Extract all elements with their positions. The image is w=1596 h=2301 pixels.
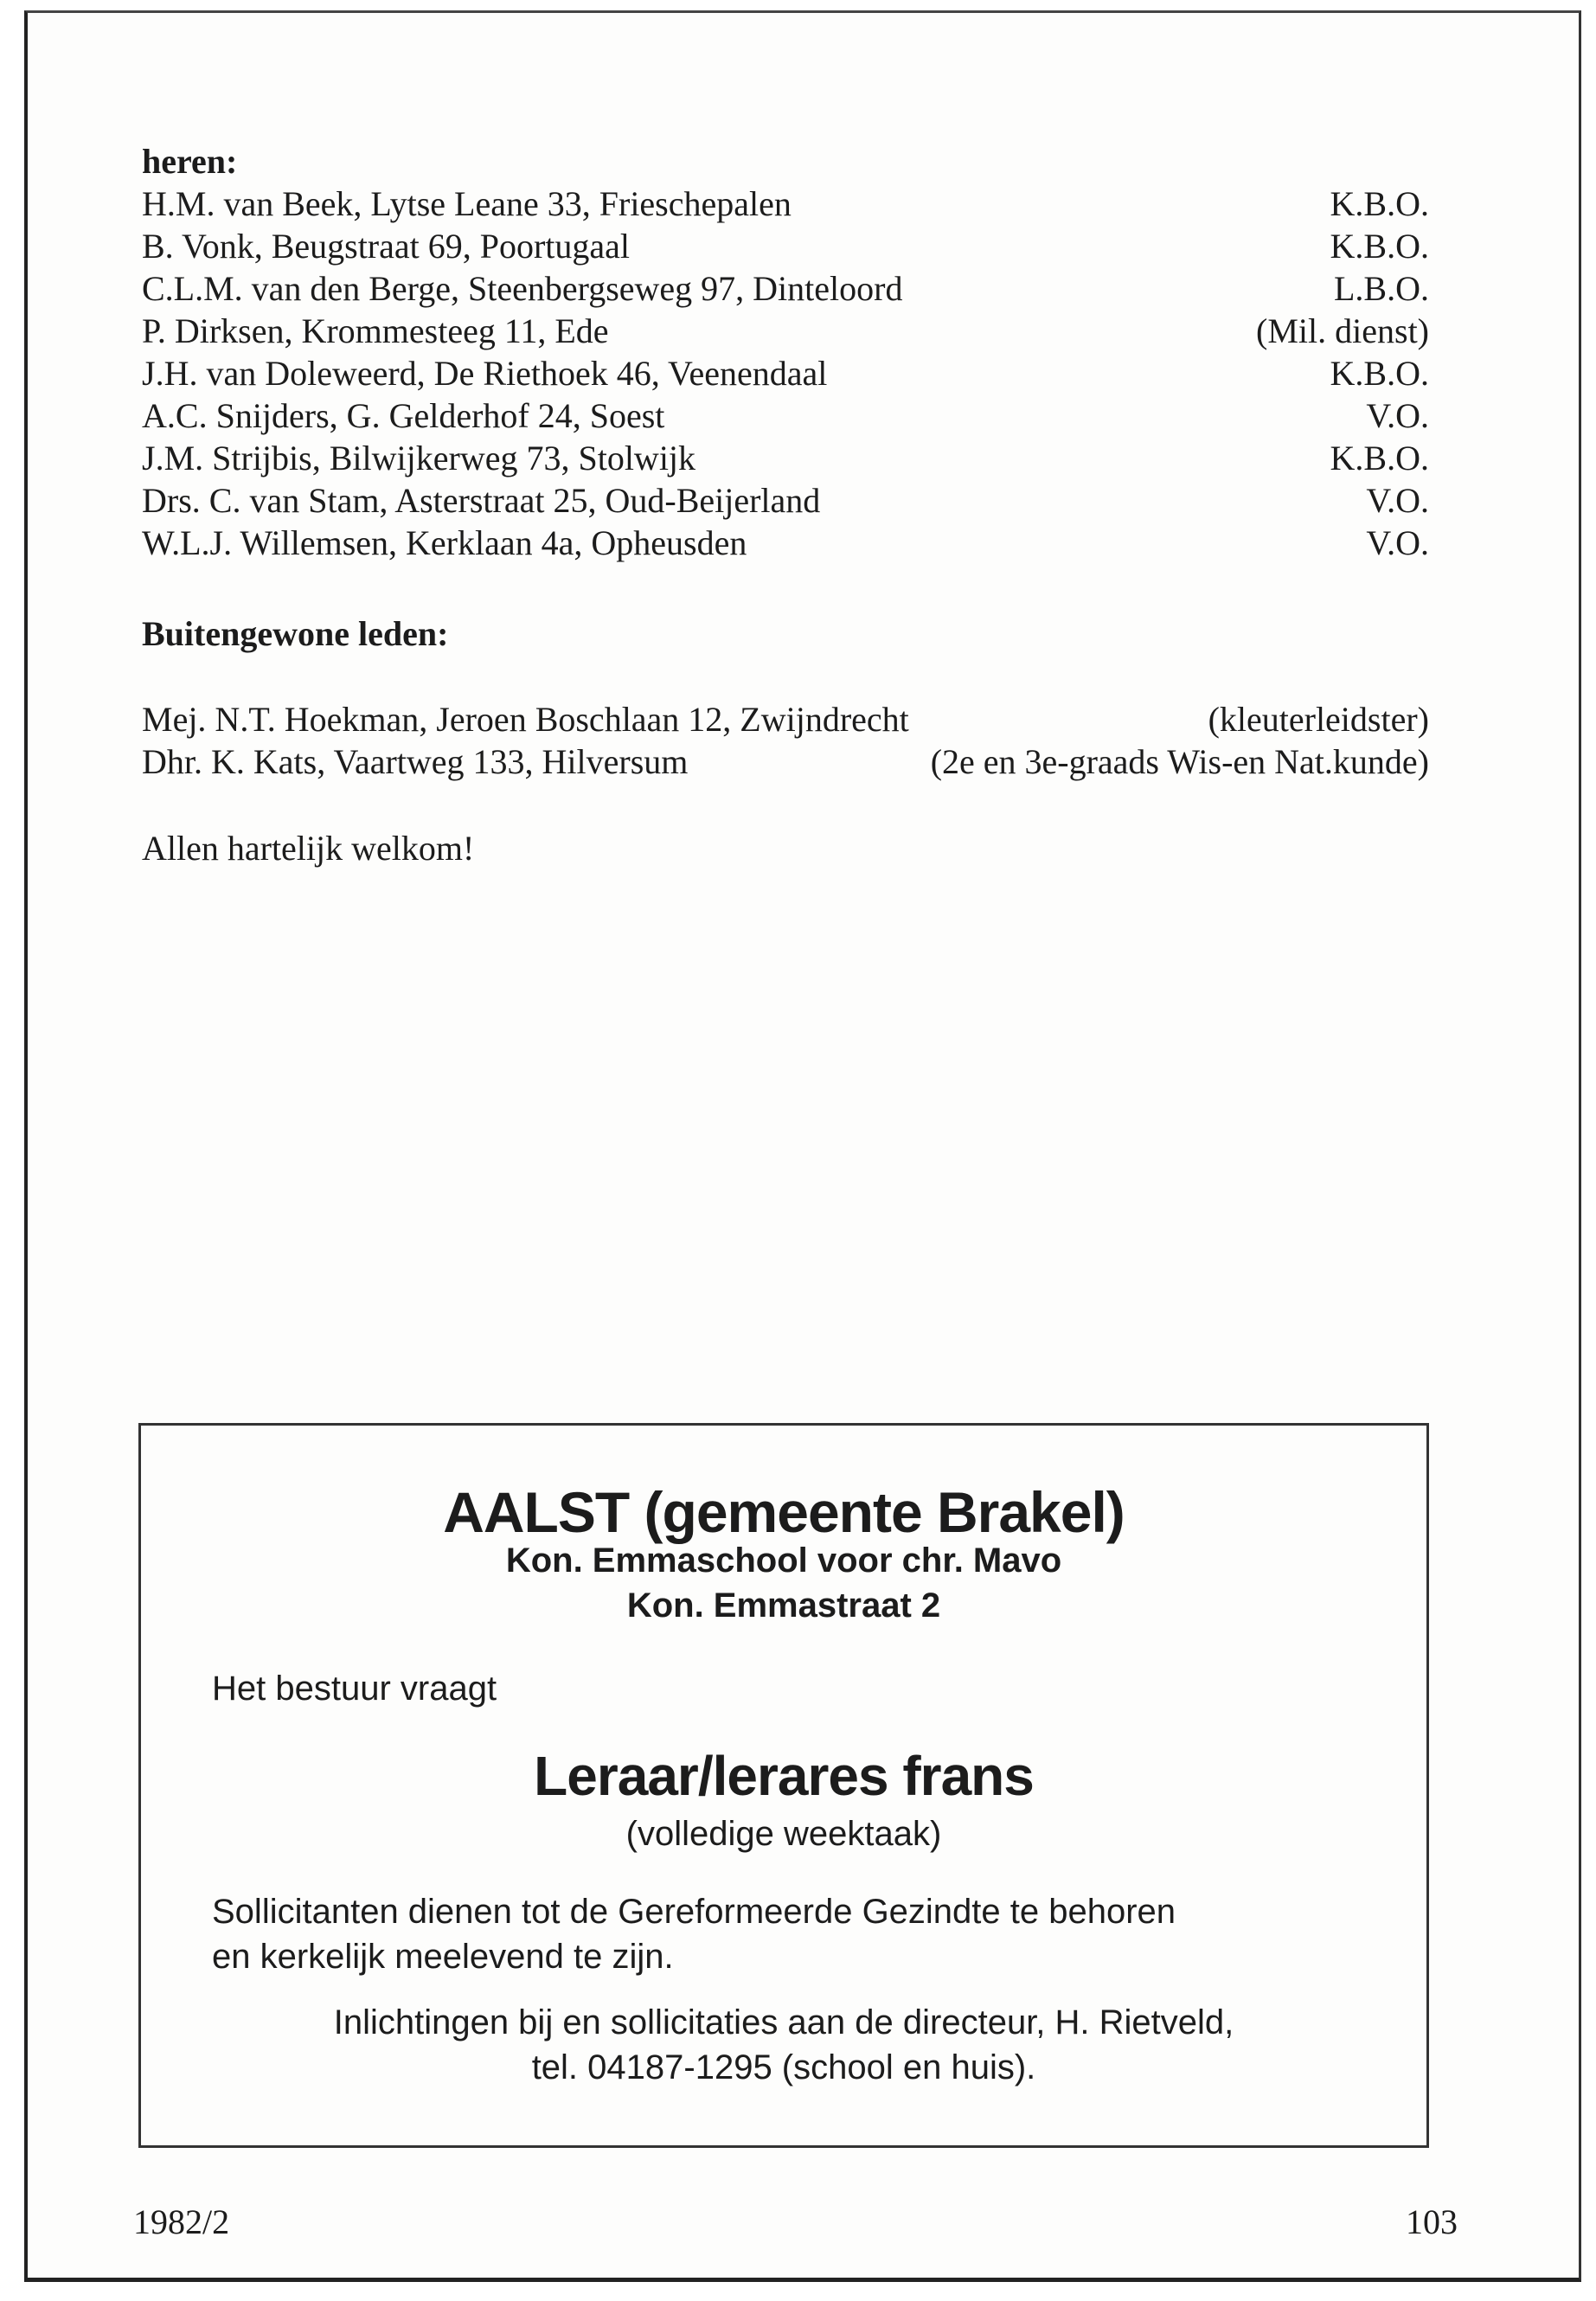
ad-requirement-line: Sollicitanten dienen tot de Gereformeerde Gezindte te behoren — [212, 1893, 1176, 1931]
page-number: 103 — [1406, 2202, 1458, 2241]
job-advertisement — [138, 1423, 1429, 2148]
member-address: C.L.M. van den Berge, Steenbergseweg 97, Dinteloord — [142, 269, 903, 308]
member-address: A.C. Snijders, G. Gelderhof 24, Soest — [142, 396, 665, 435]
member-type: (2e en 3e-graads Wis-en Nat.kunde) — [930, 742, 1429, 781]
member-type: K.B.O. — [1330, 227, 1429, 266]
buitengewone-heading: Buitengewone leden: — [142, 614, 449, 653]
member-type: (kleuterleidster) — [1208, 700, 1429, 739]
member-row — [142, 310, 1429, 353]
member-type: (Mil. dienst) — [1256, 311, 1429, 350]
ad-street: Kon. Emmastraat 2 — [626, 1586, 941, 1625]
ad-position: Leraar/lerares frans — [534, 1745, 1034, 1807]
ad-info-line: Inlichtingen bij en sollicitaties aan de directeur, H. Rietveld, — [333, 2003, 1234, 2041]
ad-info-line: tel. 04187-1295 (school en huis). — [531, 2048, 1036, 2086]
member-type: K.B.O. — [1330, 439, 1429, 478]
ad-intro: Het bestuur vraagt — [212, 1670, 497, 1708]
member-row — [142, 267, 1429, 311]
member-address: P. Dirksen, Krommesteeg 11, Ede — [142, 311, 609, 350]
ad-requirement-line: en kerkelijk meelevend te zijn. — [212, 1938, 674, 1976]
ad-town: AALST (gemeente Brakel) — [443, 1480, 1125, 1544]
member-address: J.H. van Doleweerd, De Riethoek 46, Veenendaal — [142, 354, 828, 393]
member-type: V.O. — [1366, 396, 1429, 435]
member-row — [142, 352, 1429, 395]
member-type: V.O. — [1366, 523, 1429, 562]
member-type: K.B.O. — [1330, 354, 1429, 393]
member-address: Dhr. K. Kats, Vaartweg 133, Hilversum — [142, 742, 689, 781]
member-row — [142, 225, 1429, 268]
issue-number: 1982/2 — [133, 2202, 230, 2241]
ad-school: Kon. Emmaschool voor chr. Mavo — [505, 1541, 1062, 1580]
member-address: W.L.J. Willemsen, Kerklaan 4a, Opheusden — [142, 523, 747, 562]
member-address: Mej. N.T. Hoekman, Jeroen Boschlaan 12, Zwijndrecht — [142, 700, 909, 739]
ad-workload: (volledige weektaak) — [625, 1815, 942, 1853]
member-address: H.M. van Beek, Lytse Leane 33, Frieschepalen — [142, 184, 792, 223]
heren-heading: heren: — [142, 142, 238, 181]
member-row — [142, 437, 1429, 480]
document-page — [24, 10, 1581, 2282]
closing-text: Allen hartelijk welkom! — [142, 829, 475, 868]
member-row — [142, 740, 1429, 784]
member-row — [142, 394, 1429, 438]
member-row — [142, 479, 1429, 522]
member-type: K.B.O. — [1330, 184, 1429, 223]
member-type: L.B.O. — [1334, 269, 1429, 308]
member-address: B. Vonk, Beugstraat 69, Poortugaal — [142, 227, 631, 266]
member-address: Drs. C. van Stam, Asterstraat 25, Oud-Beijerland — [142, 481, 821, 520]
member-address: J.M. Strijbis, Bilwijkerweg 73, Stolwijk — [142, 439, 696, 478]
member-row — [142, 522, 1429, 565]
member-row — [142, 183, 1429, 226]
member-type: V.O. — [1366, 481, 1429, 520]
member-row — [142, 698, 1429, 741]
